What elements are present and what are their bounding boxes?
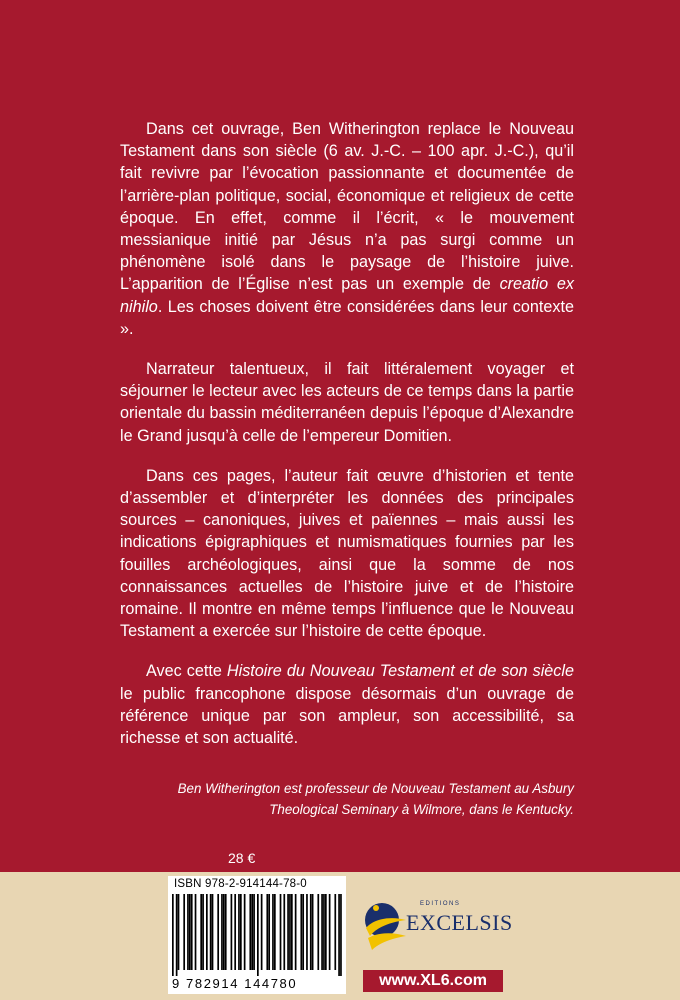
barcode-digits: 9 782914 144780 bbox=[172, 976, 298, 991]
paragraph-4 bbox=[120, 660, 574, 749]
price-label: 28 € bbox=[228, 850, 256, 866]
paragraph-4-end: le public francophone dispose désormais d’un ouvrage de référence unique par son ampleur, son accessibilité, sa richesse et son actualité. bbox=[120, 684, 574, 748]
publisher-name: EXCELSIS bbox=[406, 910, 513, 935]
barcode-image bbox=[172, 894, 342, 976]
paragraph-2: Narrateur talentueux, il fait littéralement voyager et séjourner le lecteur avec les acteurs de ce temps dans la partie orientale du bassin méditerranéen depuis l’époque d’Alexandre le Grand jusqu’à celle de l’empereur Domitien. bbox=[120, 360, 574, 445]
paragraph-1 bbox=[120, 118, 574, 340]
author-bio: Ben Witherington est professeur de Nouveau Testament au Asbury Theological Seminary à Wilmore, dans le Kentucky. bbox=[177, 781, 574, 817]
paragraph-4-start: Avec cette bbox=[146, 662, 227, 681]
barcode-box bbox=[168, 876, 346, 994]
back-cover-text bbox=[120, 118, 574, 767]
paragraph-1-end: . Les choses doivent être considérées dans leur contexte ». bbox=[120, 297, 574, 338]
paragraph-1-text: Dans cet ouvrage, Ben Witherington replace le Nouveau Testament dans son siècle (6 av. J.-C. – 100 apr. J.-C.), qu’il fait revivre par l’évocation passionnante et documentée de l’arrière-plan politique, social, économique et religieux de cette époque. En effet, comme il l’écrit, « le mouvement messianique initié par Jésus n’a pas surgi comme un phénomène isolé dans le paysage de l’histoire juive. L’apparition de l’Église n’est pas un exemple de bbox=[120, 120, 574, 294]
paragraph-3: Dans ces pages, l’auteur fait œuvre d’historien et tente d’assembler et d’interpréter les données des principales sources – canoniques, juives et païennes – mais aussi les indications épigraphiques et numismatiques fournies par les fouilles archéologiques, ainsi que la somme de nos connaissances actuelles de l’histoire juive et de l’histoire romaine. Il montre en même temps l’influence que le Nouveau Testament a exercée sur l’histoire de cette époque. bbox=[120, 466, 574, 641]
publisher-url: www.XL6.com bbox=[363, 970, 503, 992]
excelsis-swoosh-icon bbox=[362, 898, 408, 956]
publisher-small-label: EDITIONS bbox=[420, 901, 461, 907]
paragraph-1-italic: creatio ex nihilo bbox=[120, 275, 574, 316]
publisher-logo bbox=[362, 898, 512, 956]
isbn-label: ISBN 978-2-914144-78-0 bbox=[174, 878, 307, 890]
paragraph-4-italic: Histoire du Nouveau Testament et de son siècle bbox=[226, 662, 574, 681]
